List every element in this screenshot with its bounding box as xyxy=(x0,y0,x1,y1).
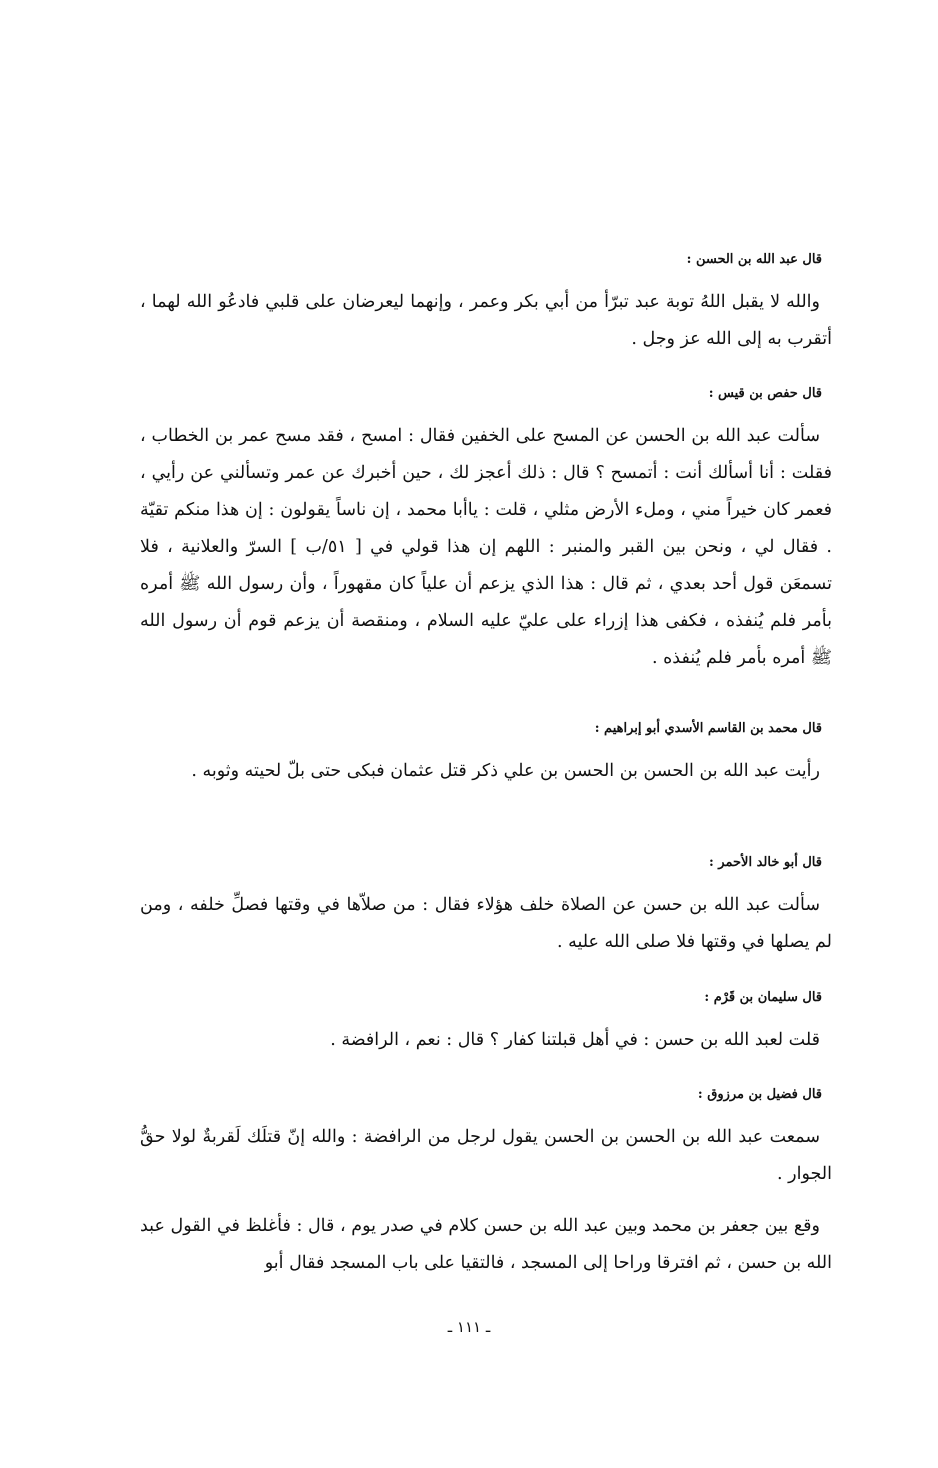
section-1 xyxy=(140,250,832,358)
section-heading: قال فضيل بن مرزوق : xyxy=(697,1087,822,1102)
section-heading: قال محمد بن القاسم الأسدي أبو إبراهيم : xyxy=(594,721,822,736)
section-heading: قال سليمان بن قَرْم : xyxy=(704,990,822,1005)
page-number: ـ ١١١ ـ xyxy=(447,1318,491,1336)
section-7 xyxy=(140,1208,832,1282)
section-body: وقع بين جعفر بن محمد وبين عبد الله بن حسن كلام في صدر يوم ، قال : فأغلظ في القول عبد الله بن حسن ، ثم افترقا وراحا إلى المسجد ، فالتقيا على باب المسجد فقال أبو xyxy=(140,1216,832,1273)
section-3 xyxy=(140,719,832,790)
section-5 xyxy=(140,988,832,1059)
section-heading: قال حفص بن قيس : xyxy=(708,386,822,401)
section-6 xyxy=(140,1085,832,1193)
section-body: رأيت عبد الله بن الحسن بن الحسن بن علي ذكر قتل عثمان فبكى حتى بلّ لحيته وثوبه . xyxy=(191,761,820,781)
section-body: سمعت عبد الله بن الحسن بن الحسن يقول لرجل من الرافضة : والله إنّ قتلَك لَقربةٌ لولا حقُّ الجوار . xyxy=(140,1127,832,1184)
section-heading: قال عبد الله بن الحسن : xyxy=(686,252,822,267)
section-4 xyxy=(140,853,832,961)
section-body: سألت عبد الله بن حسن عن الصلاة خلف هؤلاء فقال : من صلاّها في وقتها فصلِّ خلفه ، ومن لم يصلها في وقتها فلا صلى الله عليه . xyxy=(140,895,832,952)
section-body: والله لا يقبل اللهُ توبة عبد تبرّأ من أبي بكر وعمر ، وإنهما ليعرضان على قلبي فادعُو الله لهما ، أتقرب به إلى الله عز وجل . xyxy=(140,292,832,349)
section-heading: قال أبو خالد الأحمر : xyxy=(708,855,822,870)
section-2 xyxy=(140,384,832,677)
section-body: سألت عبد الله بن الحسن عن المسح على الخفين فقال : امسح ، فقد مسح عمر بن الخطاب ، فقلت : أنا أسألك أنت : أتمسح ؟ قال : ذلك أعجز لك ، حين أخبرك عن عمر وتسألني عن رأيي ، فعمر كان خيراً مني ، وملء الأرض مثلي ، قلت : ياأبا محمد ، إن ناساً يقولون : إن هذا منكم تقيّة . فقال لي ، ونحن بين القبر والمنبر : اللهم إن هذا قولي في [ ٥١/ب ] السرّ والعلانية ، فلا تسمعَن قول أحد بعدي ، ثم قال : هذا الذي يزعم أن علياً كان مقهوراً ، وأن رسول الله ﷺ أمره بأمر فلم يُنفذه ، فكفى هذا إزراء على عليّ عليه السلام ، ومنقصة أن يزعم قوم أن رسول الله ﷺ أمره بأمر فلم يُنفذه . xyxy=(140,426,832,668)
section-body: قلت لعبد الله بن حسن : في أهل قبلتنا كفار ؟ قال : نعم ، الرافضة . xyxy=(330,1030,820,1050)
